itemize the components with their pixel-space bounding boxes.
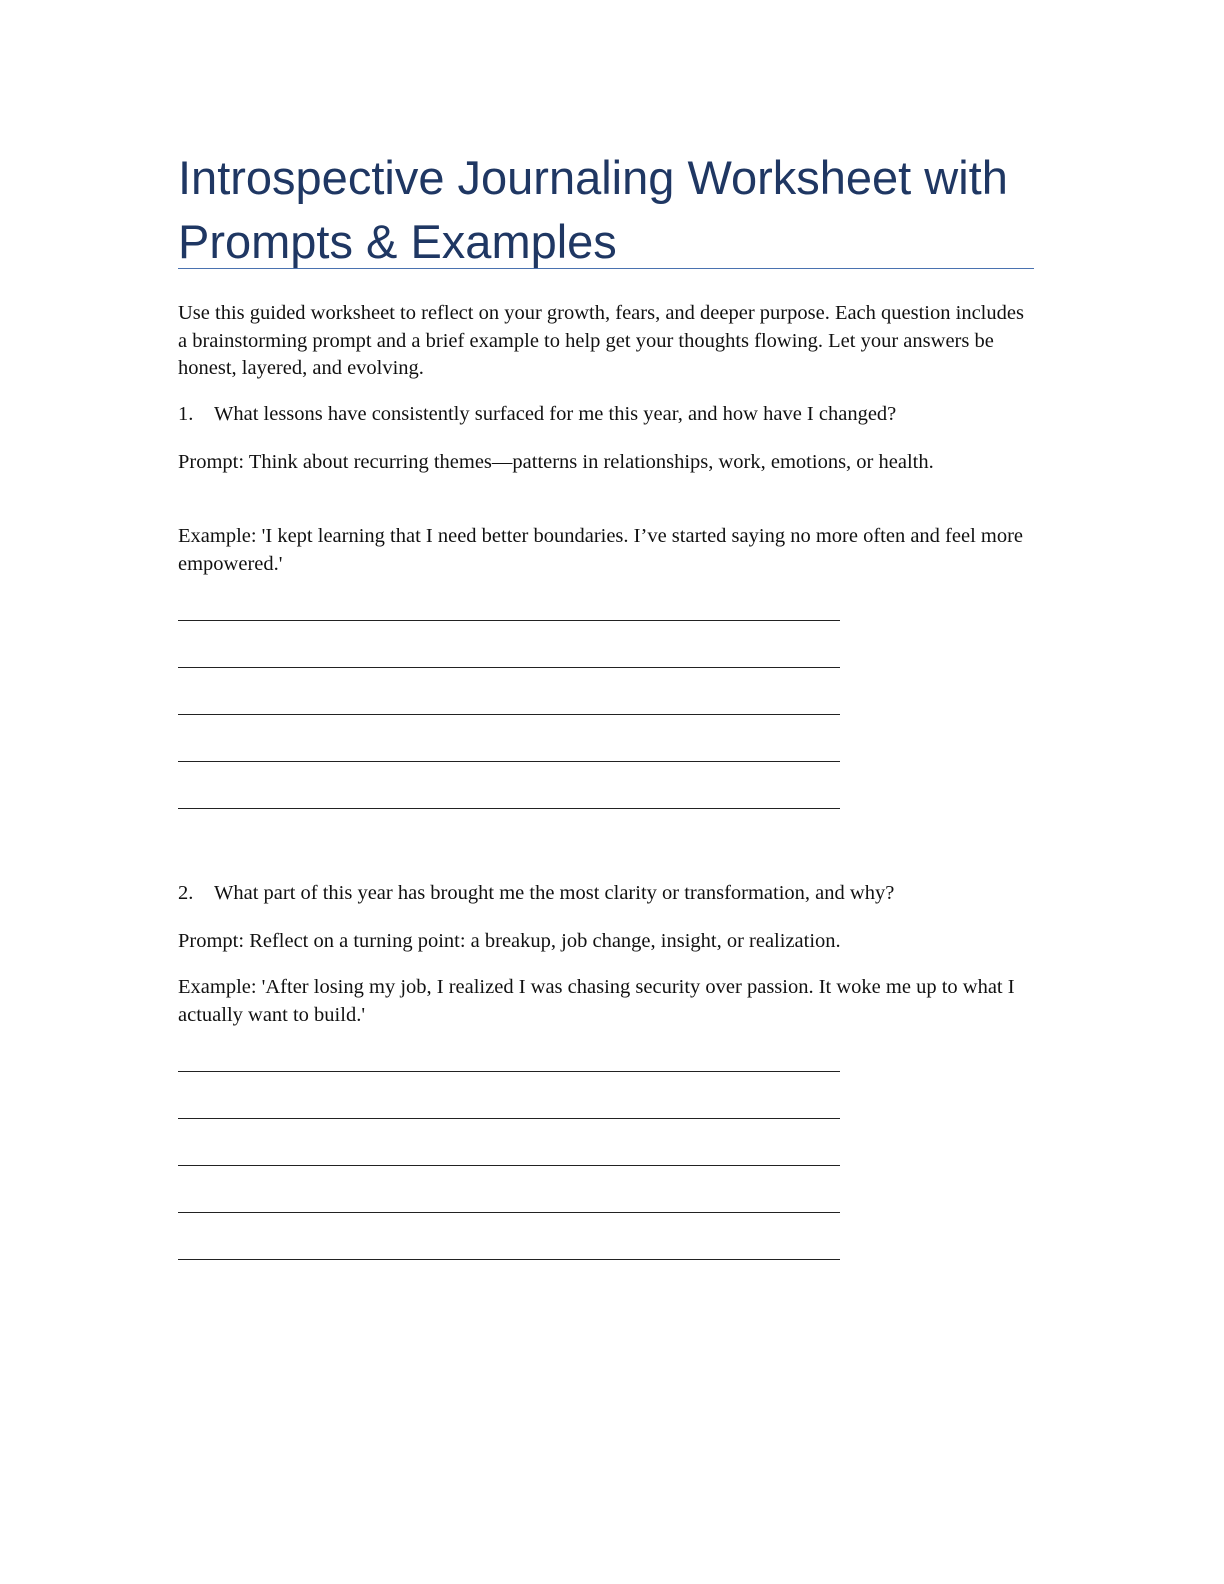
- intro-paragraph: Use this guided worksheet to reflect on your growth, fears, and deeper purpose. Each question includes a brainstorming prompt and a brief example to help get your thoughts flowing. Let your answers be honest, layered, and evolving.: [178, 302, 1024, 379]
- answer-line[interactable]: [178, 1118, 840, 1119]
- answer-line[interactable]: [178, 620, 840, 621]
- answer-line[interactable]: [178, 1259, 840, 1260]
- question-1: [178, 401, 1028, 429]
- answer-line[interactable]: [178, 714, 840, 715]
- question-number: 1.: [178, 403, 194, 425]
- answer-line[interactable]: [178, 1212, 840, 1213]
- page-title: Introspective Journaling Worksheet with Prompts & Examples: [178, 151, 1008, 268]
- question-2-prompt: Prompt: Reflect on a turning point: a breakup, job change, insight, or realization.: [178, 930, 841, 952]
- answer-line[interactable]: [178, 667, 840, 668]
- answer-line[interactable]: [178, 808, 840, 809]
- question-1-prompt: Prompt: Think about recurring themes—patterns in relationships, work, emotions, or health.: [178, 451, 934, 473]
- question-2: [178, 880, 1028, 908]
- answer-line[interactable]: [178, 761, 840, 762]
- question-1-example: Example: 'I kept learning that I need better boundaries. I’ve started saying no more often and feel more empowered.': [178, 525, 1024, 575]
- title-divider: [178, 268, 1034, 269]
- question-number: 2.: [178, 882, 194, 904]
- answer-line[interactable]: [178, 1165, 840, 1166]
- question-text: What lessons have consistently surfaced for me this year, and how have I changed?: [214, 403, 897, 425]
- question-2-example: Example: 'After losing my job, I realized I was chasing security over passion. It woke me up to what I actually want to build.': [178, 976, 1015, 1026]
- answer-line[interactable]: [178, 1071, 840, 1072]
- question-text: What part of this year has brought me the most clarity or transformation, and why?: [214, 882, 895, 904]
